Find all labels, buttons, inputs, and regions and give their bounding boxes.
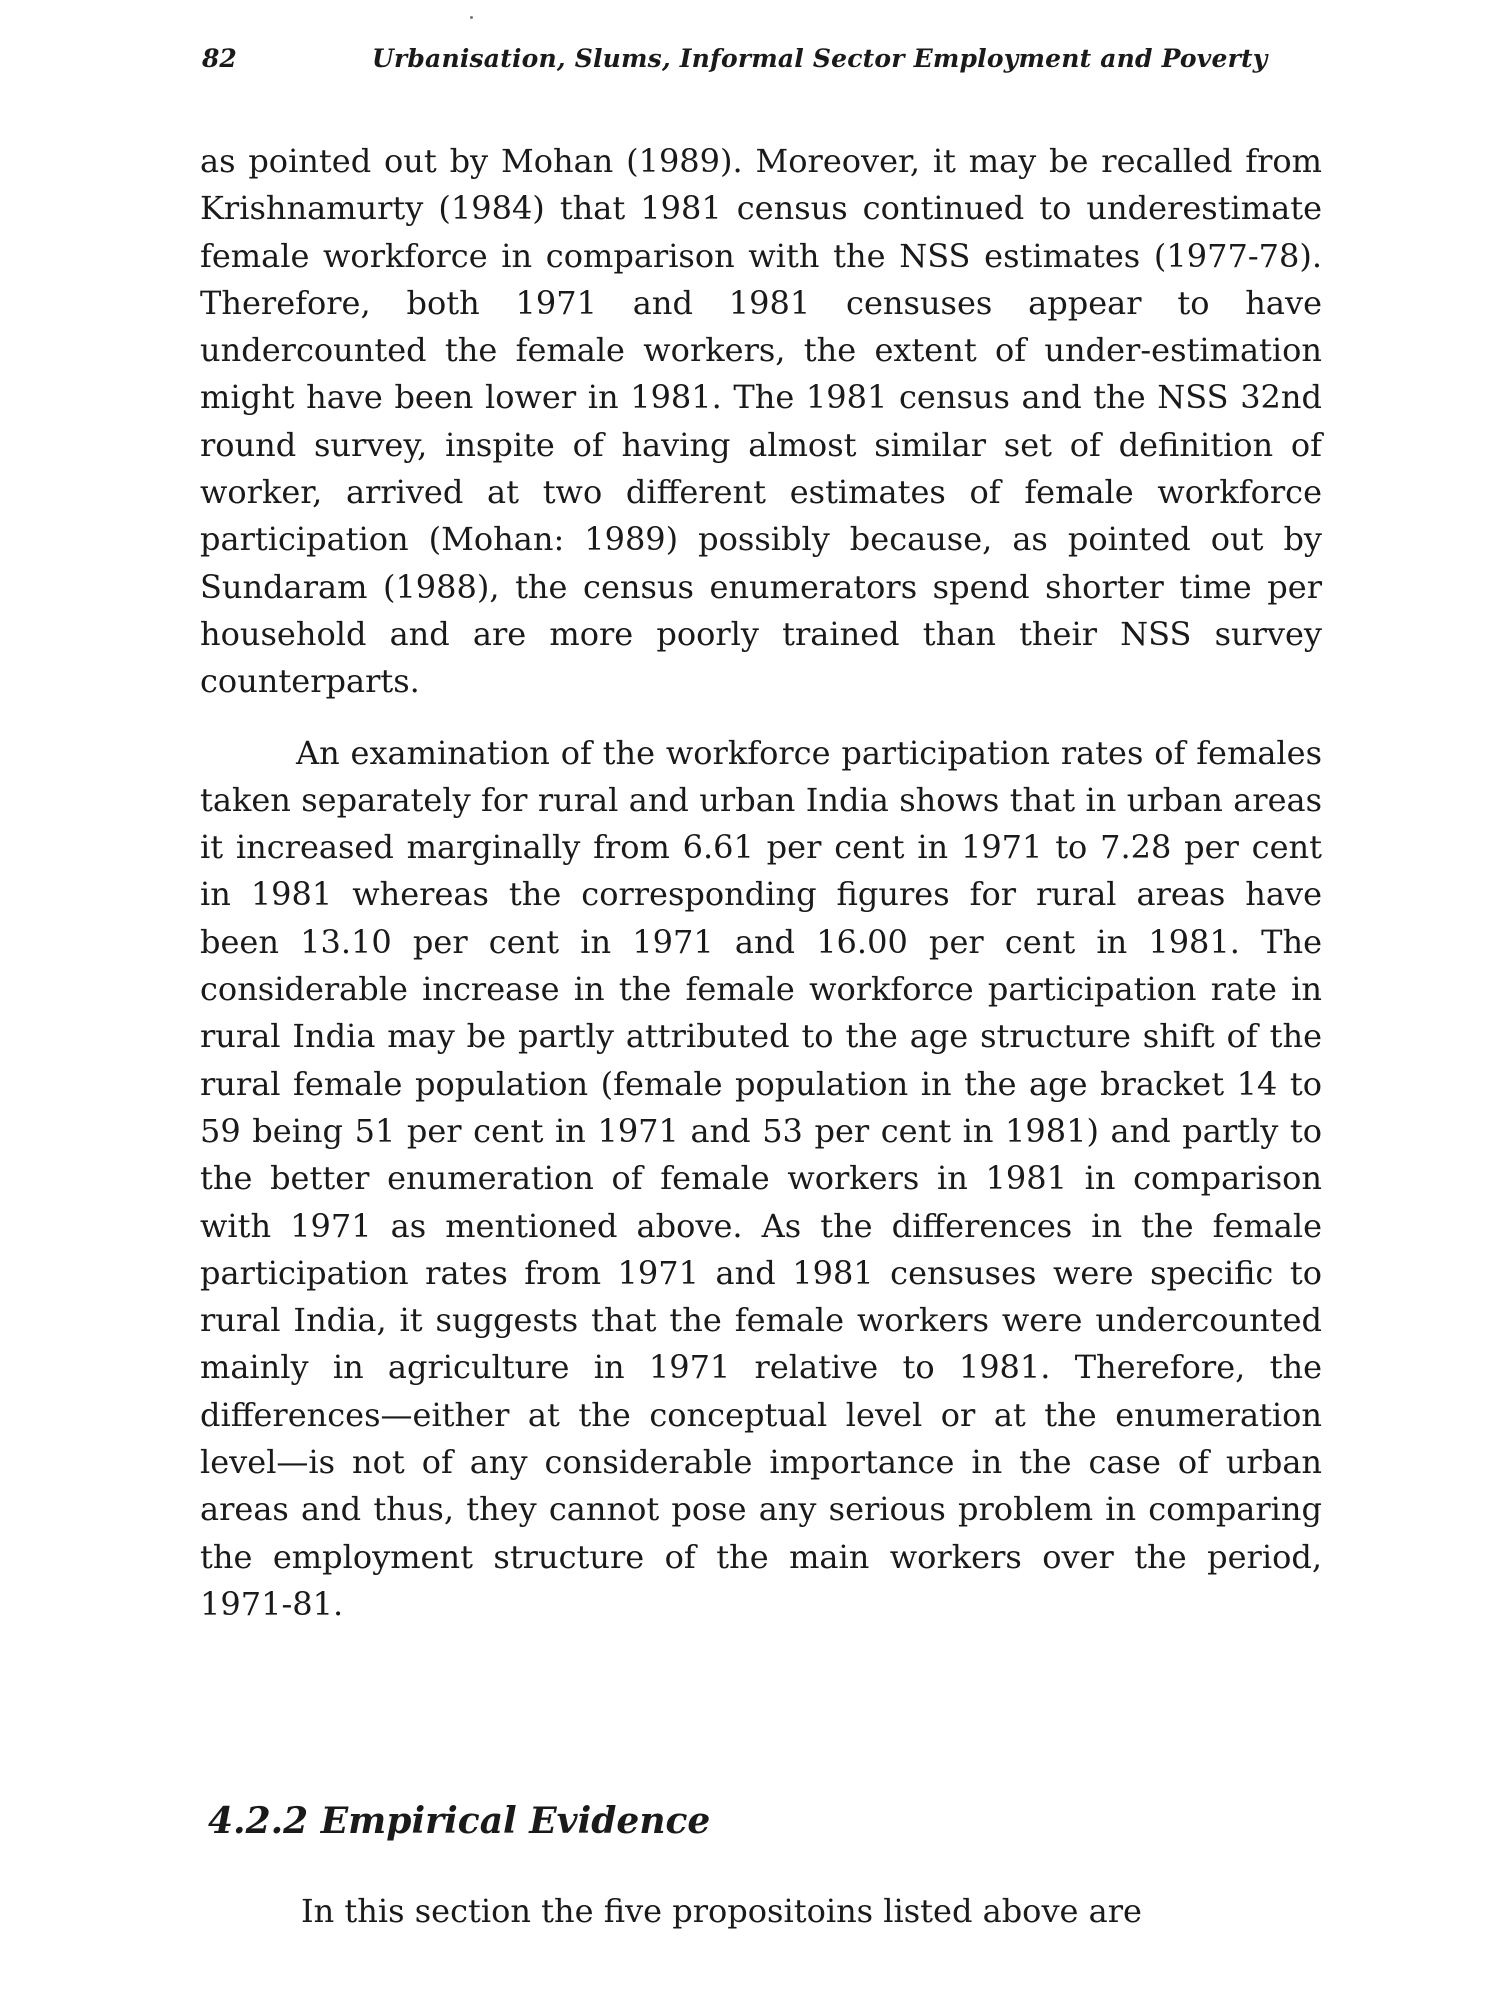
section-heading: 4.2.2 Empirical Evidence	[208, 1800, 711, 1842]
page-number: 82	[202, 44, 237, 73]
running-head	[202, 44, 1322, 84]
running-title: Urbanisation, Slums, Informal Sector Employment and Poverty	[372, 44, 1268, 73]
stray-print-mark	[470, 16, 473, 19]
paragraph-2: An examination of the workforce participation rates of females taken separately for rural and urban India shows that in urban areas it increased marginally from 6.61 per cent in 1971 to 7.28 per cent in 1981 whereas the corresponding figures for rural areas have been 13.10 per cent in 1971 and 16.00 per cent in 1981. The considerable increase in the female workforce participation rate in rural India may be partly attributed to the age structure shift of the rural female population (female population in the age bracket 14 to 59 being 51 per cent in 1971 and 53 per cent in 1981) and partly to the better enumeration of female workers in 1981 in comparison with 1971 as mentioned above. As the differences in the female participation rates from 1971 and 1981 censuses were specific to rural India, it suggests that the female workers were undercounted mainly in agriculture in 1971 relative to 1981. Therefore, the differences—either at the conceptual level or at the enumeration level—is not of any considerable importance in the case of urban areas and thus, they cannot pose any serious problem in comparing the employment structure of the main workers over the period, 1971-81.	[200, 733, 1322, 1623]
body-text	[200, 138, 1322, 1628]
paragraph-1: as pointed out by Mohan (1989). Moreover, it may be recalled from Krishnamurty (1984) that 1981 census continued to underestimate female workforce in comparison with the NSS estimates (1977-78). Therefore, both 1971 and 1981 censuses appear to have undercounted the female workers, the extent of under-estimation might have been lower in 1981. The 1981 census and the NSS 32nd round survey, inspite of having almost similar set of definition of worker, arrived at two different estimates of female workforce participation (Mohan: 1989) possibly because, as pointed out by Sundaram (1988), the census enumerators spend shorter time per household and are more poorly trained than their NSS survey counterparts.	[200, 142, 1322, 701]
paragraph-3: In this section the five propositoins listed above are	[301, 1892, 1142, 1930]
